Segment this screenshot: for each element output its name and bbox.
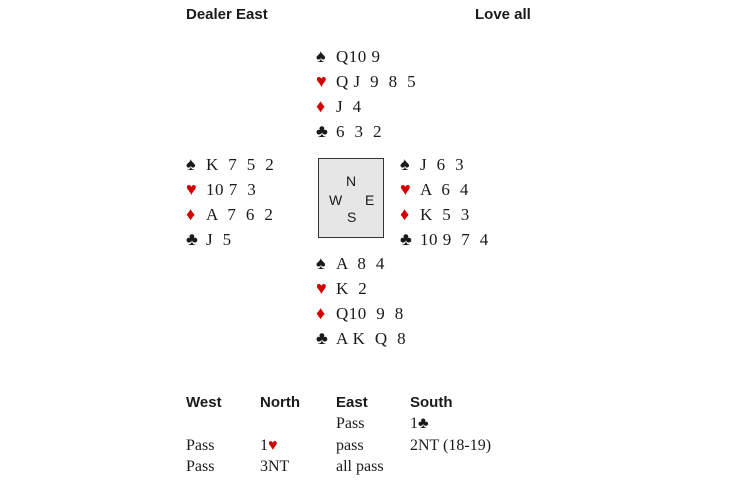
south-diamonds: Q10 9 8 (336, 304, 404, 323)
bid-level: 1 (260, 437, 268, 454)
diamond-icon: ♦ (186, 204, 196, 224)
heart-icon: ♥ (316, 278, 328, 298)
auction-header-west: West (186, 394, 222, 411)
south-hand (316, 251, 406, 351)
east-diamonds: K 5 3 (420, 205, 470, 224)
east-spades: J 6 3 (420, 155, 465, 174)
vulnerability-label: Love all (475, 6, 531, 23)
heart-icon: ♥ (400, 179, 412, 199)
bid-south-1 (410, 415, 429, 433)
compass-north: N (346, 173, 357, 189)
compass-south: S (347, 209, 357, 225)
east-hand (400, 152, 489, 252)
compass-west: W (329, 192, 343, 208)
south-spades: A 8 4 (336, 254, 385, 273)
west-hearts: 10 7 3 (206, 180, 257, 199)
heart-icon: ♥ (316, 71, 328, 91)
south-clubs: A K Q 8 (336, 329, 407, 348)
spade-icon: ♠ (400, 154, 411, 174)
diamond-icon: ♦ (316, 303, 326, 323)
east-clubs: 10 9 7 4 (420, 230, 489, 249)
bid-east-2: pass (336, 437, 364, 454)
west-clubs: J 5 (206, 230, 232, 249)
auction-header-north: North (260, 394, 300, 411)
bid-north-3: 3NT (260, 458, 290, 475)
east-hearts: A 6 4 (420, 180, 469, 199)
club-icon: ♣ (400, 229, 413, 249)
compass-box (318, 158, 384, 238)
north-diamonds: J 4 (336, 97, 362, 116)
diamond-icon: ♦ (400, 204, 410, 224)
north-hearts: Q J 9 8 5 (336, 72, 417, 91)
club-icon: ♣ (418, 415, 429, 432)
spade-icon: ♠ (186, 154, 197, 174)
north-spades: Q10 9 (336, 47, 381, 66)
north-clubs: 6 3 2 (336, 122, 382, 141)
bid-east-1: Pass (336, 415, 365, 432)
club-icon: ♣ (186, 229, 199, 249)
south-hearts: K 2 (336, 279, 368, 298)
auction-header-south: South (410, 394, 453, 411)
bid-north-2 (260, 437, 278, 455)
spade-icon: ♠ (316, 46, 327, 66)
auction-header-east: East (336, 394, 368, 411)
dealer-label: Dealer East (186, 6, 268, 23)
bid-south-2: 2NT (18-19) (410, 437, 492, 454)
spade-icon: ♠ (316, 253, 327, 273)
bid-west-3: Pass (186, 458, 215, 475)
west-spades: K 7 5 2 (206, 155, 275, 174)
heart-icon: ♥ (268, 437, 278, 454)
compass-east: E (365, 192, 375, 208)
north-hand (316, 44, 416, 144)
diamond-icon: ♦ (316, 96, 326, 116)
bid-level: 1 (410, 415, 418, 432)
club-icon: ♣ (316, 328, 329, 348)
west-diamonds: A 7 6 2 (206, 205, 274, 224)
west-hand (186, 152, 274, 252)
club-icon: ♣ (316, 121, 329, 141)
bid-west-2: Pass (186, 437, 215, 454)
bid-east-3: all pass (336, 458, 384, 475)
heart-icon: ♥ (186, 179, 198, 199)
